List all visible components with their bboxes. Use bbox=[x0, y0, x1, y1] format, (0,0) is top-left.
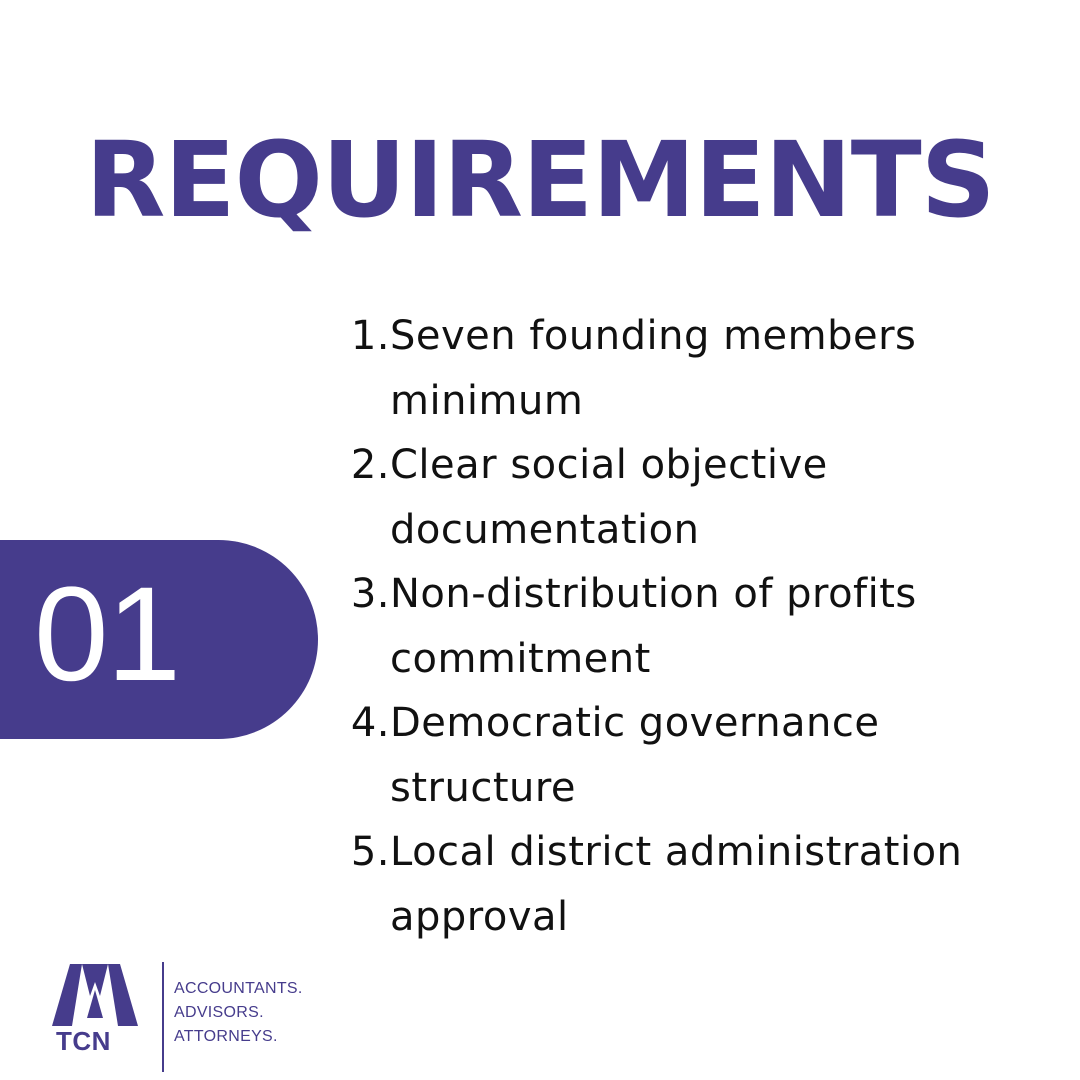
list-item bbox=[340, 433, 1060, 562]
company-logo bbox=[52, 962, 342, 1074]
list-item bbox=[340, 691, 1060, 820]
list-item-number: 2. bbox=[350, 442, 390, 488]
list-item bbox=[340, 820, 1060, 949]
tagline-line: ADVISORS. bbox=[174, 1004, 264, 1021]
list-item-text: Democratic governance structure bbox=[390, 700, 880, 811]
list-item-number: 4. bbox=[350, 700, 390, 746]
tagline-line: ACCOUNTANTS. bbox=[174, 980, 303, 997]
list-item-number: 1. bbox=[350, 313, 390, 359]
page-title: REQUIREMENTS bbox=[85, 119, 995, 241]
requirements-list bbox=[340, 304, 1060, 949]
list-item-text: Seven founding members minimum bbox=[390, 313, 917, 424]
section-number: 01 bbox=[34, 560, 180, 709]
list-item bbox=[340, 562, 1060, 691]
list-item-text: Non-distribution of profits commitment bbox=[390, 571, 917, 682]
list-item-text: Clear social objective documentation bbox=[390, 442, 828, 553]
logo-divider bbox=[162, 962, 164, 1072]
tagline-line: ATTORNEYS. bbox=[174, 1028, 278, 1045]
list-item-text: Local district administration approval bbox=[390, 829, 963, 940]
logo-tagline bbox=[174, 977, 303, 1049]
list-item-number: 5. bbox=[350, 829, 390, 875]
tcn-mountain-logo-icon bbox=[52, 962, 138, 1026]
logo-wordmark: TCN bbox=[56, 1026, 111, 1056]
list-item-number: 3. bbox=[350, 571, 390, 617]
list-item bbox=[340, 304, 1060, 433]
